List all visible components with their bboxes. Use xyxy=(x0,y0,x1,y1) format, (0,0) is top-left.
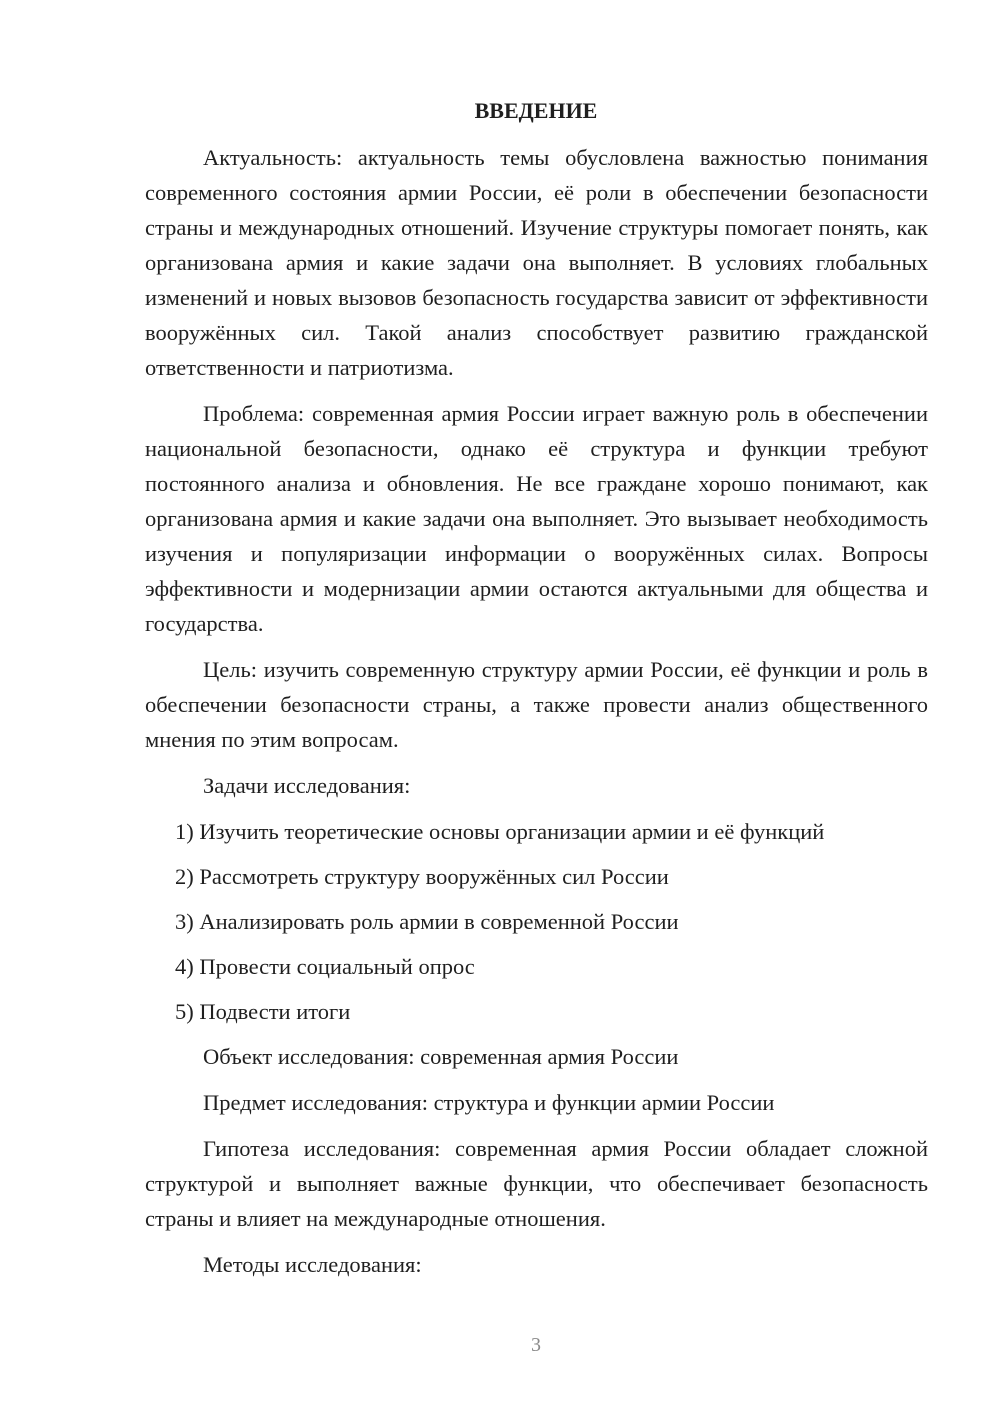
page-number: 3 xyxy=(531,1334,541,1356)
relevance-paragraph: Актуальность: актуальность темы обусловлена важностью понимания современного состояния армии России, её роли в обеспечении безопасности страны и международных отношений. Изучение структуры помогает понять, как организована армия и какие задачи она выполняет. В условиях глобальных изменений и новых вызовов безопасность государства зависит от эффективности вооружённых сил. Такой анализ способствует развитию гражданской ответственности и патриотизма. xyxy=(145,145,928,380)
task-item: 5) Подвести итоги xyxy=(175,999,351,1024)
task-item: 2) Рассмотреть структуру вооружённых сил России xyxy=(175,864,669,889)
page-title: ВВЕДЕНИЕ xyxy=(474,98,598,123)
task-item: 4) Провести социальный опрос xyxy=(175,954,475,979)
research-hypothesis: Гипотеза исследования: современная армия России обладает сложной структурой и выполняет важные функции, что обеспечивает безопасность страны и влияет на международные отношения. xyxy=(145,1136,928,1231)
methods-heading: Методы исследования: xyxy=(203,1252,422,1277)
document-body xyxy=(145,140,928,1293)
tasks-heading: Задачи исследования: xyxy=(203,773,411,798)
research-object: Объект исследования: современная армия России xyxy=(203,1044,679,1069)
task-item: 1) Изучить теоретические основы организации армии и её функций xyxy=(175,819,825,844)
goal-paragraph: Цель: изучить современную структуру армии России, её функции и роль в обеспечении безопасности страны, а также провести анализ общественного мнения по этим вопросам. xyxy=(145,657,928,752)
problem-paragraph: Проблема: современная армия России играет важную роль в обеспечении национальной безопасности, однако её структура и функции требуют постоянного анализа и обновления. Не все граждане хорошо понимают, как организована армия и какие задачи она выполняет. Это вызывает необходимость изучения и популяризации информации о вооружённых силах. Вопросы эффективности и модернизации армии остаются актуальными для общества и государства. xyxy=(145,401,928,636)
task-item: 3) Анализировать роль армии в современной России xyxy=(175,909,679,934)
research-subject: Предмет исследования: структура и функции армии России xyxy=(203,1090,775,1115)
